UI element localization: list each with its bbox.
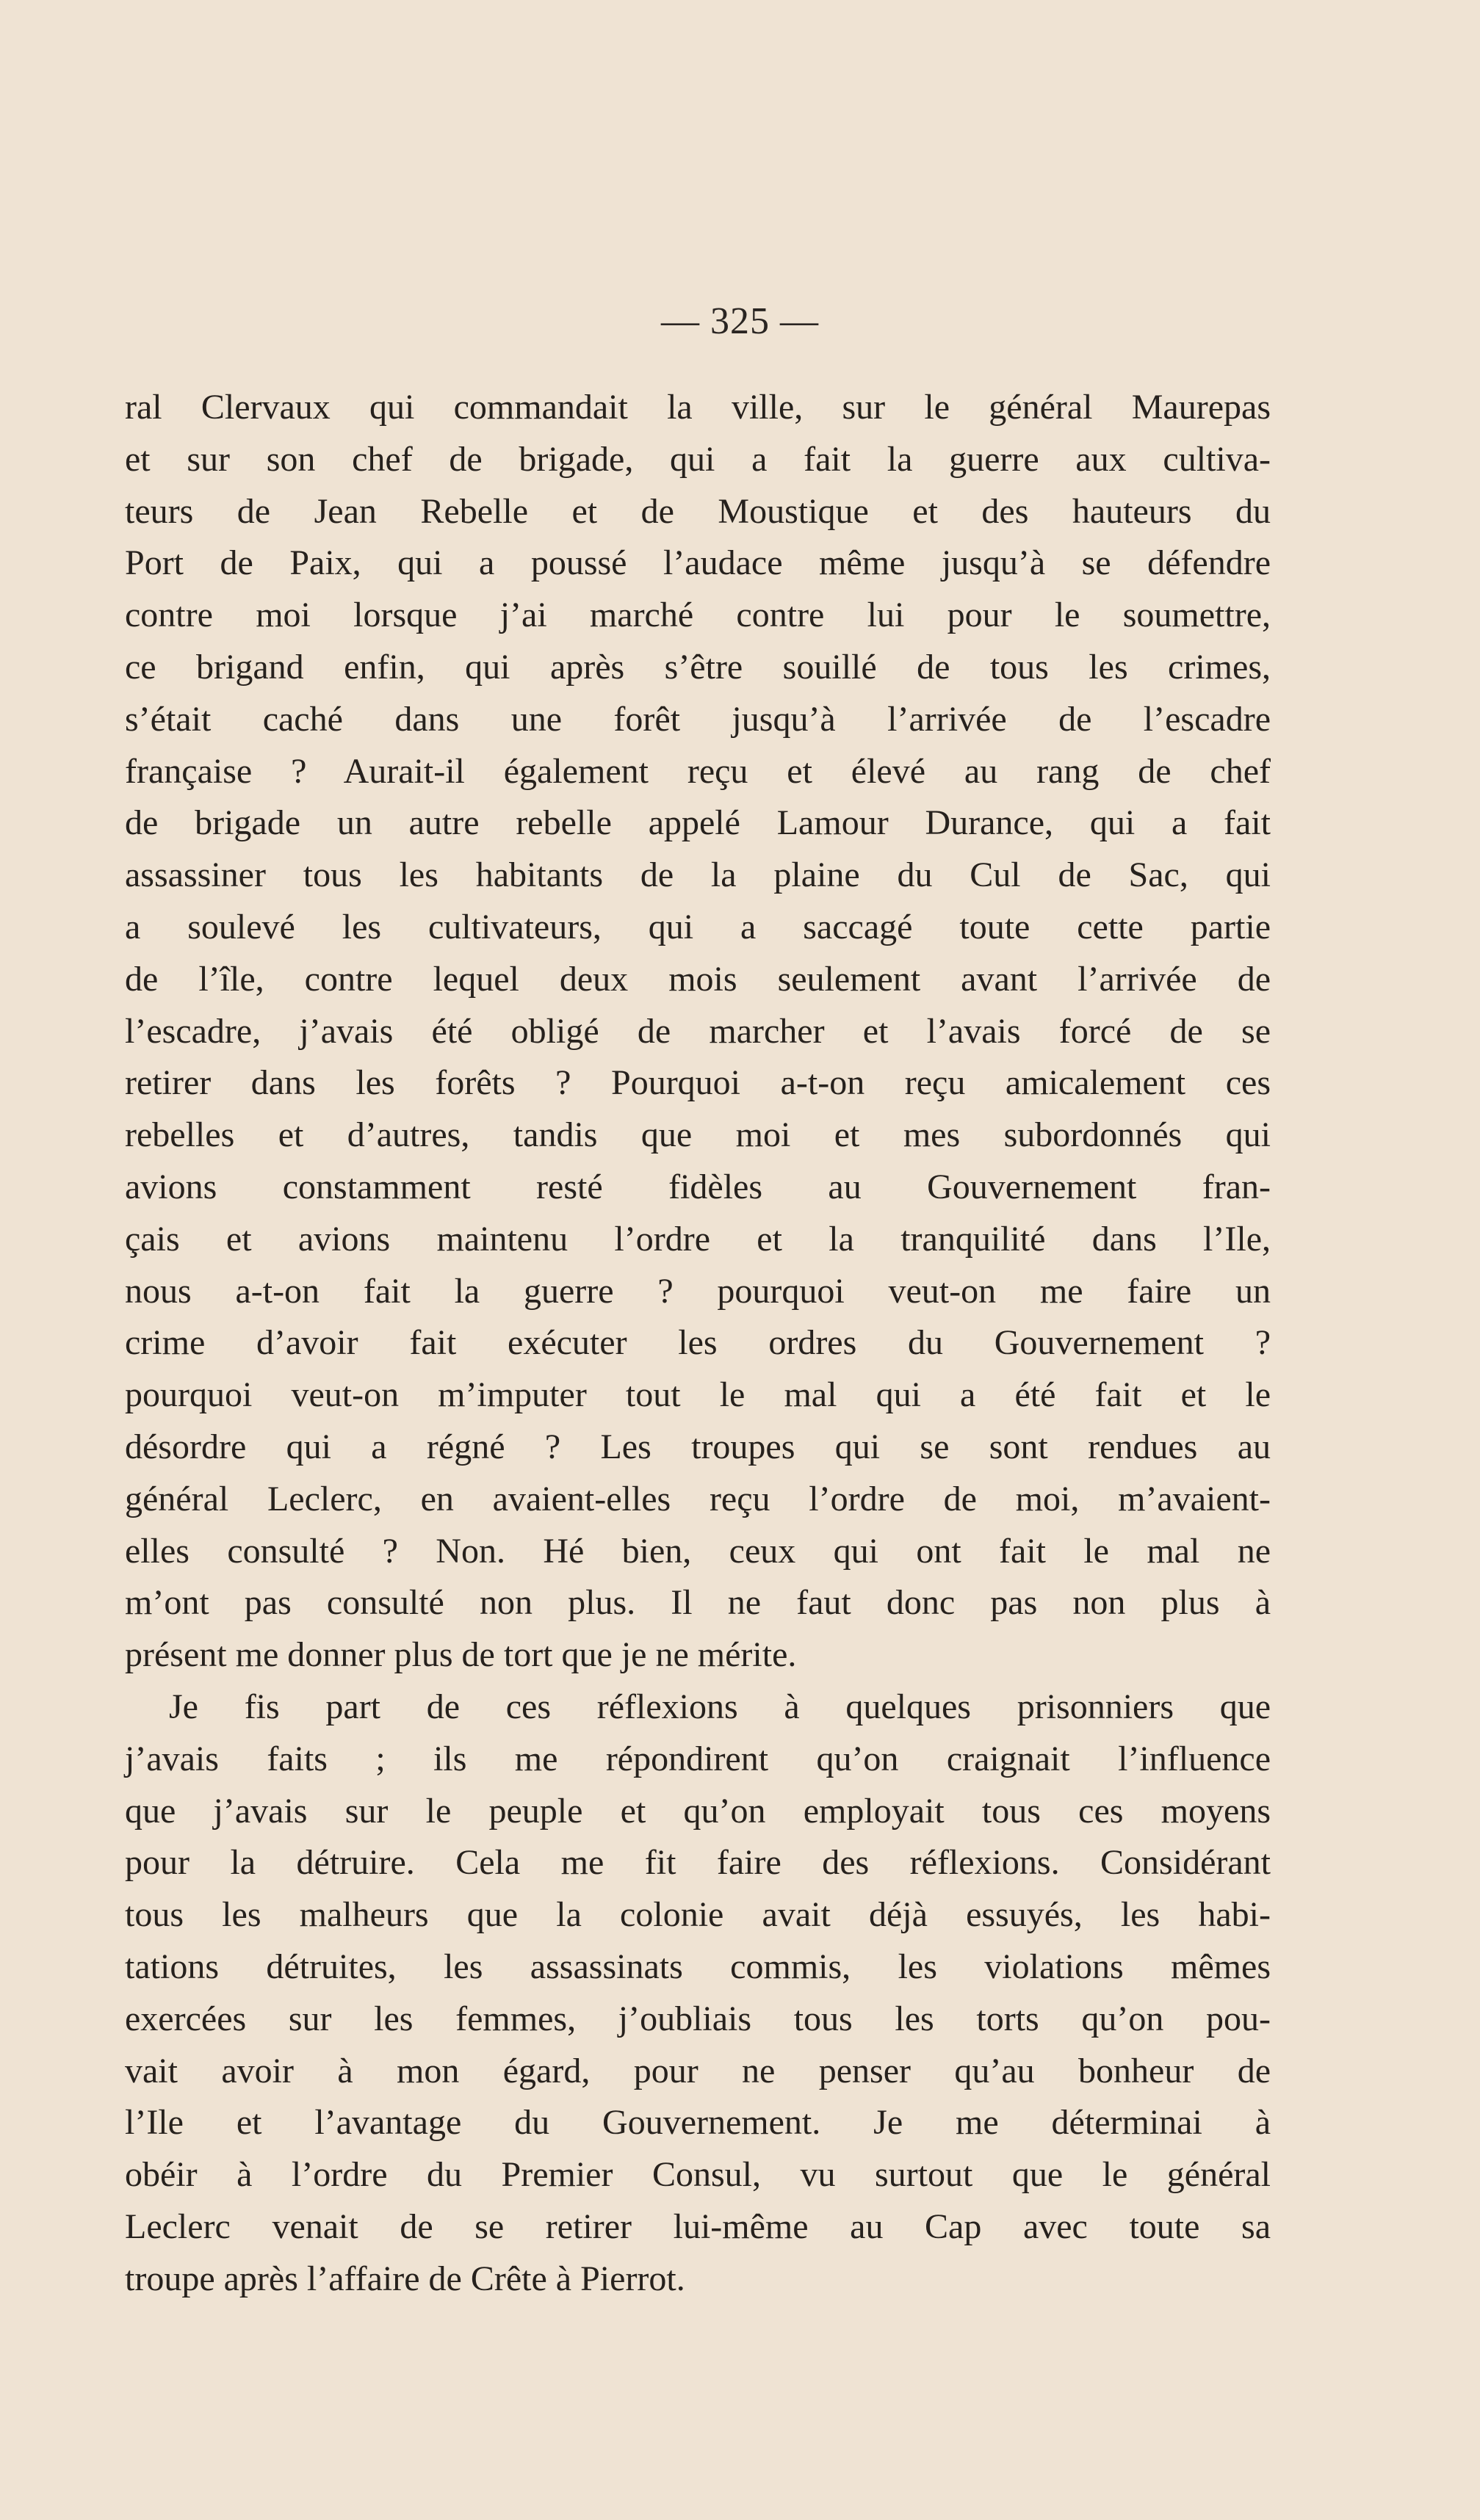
text-line: retirer dans les forêts ? Pourquoi a-t-on reçu amicalement ces [125, 1063, 1271, 1103]
text-line: tous les malheurs que la colonie avait déjà essuyés, les habi- [125, 1895, 1271, 1935]
text-line: obéir à l’ordre du Premier Consul, vu surtout que le général [125, 2155, 1271, 2195]
text-line: rebelles et d’autres, tandis que moi et mes subordonnés qui [125, 1115, 1271, 1155]
text-line: Leclerc venait de se retirer lui-même au Cap avec toute sa [125, 2206, 1271, 2246]
paragraph-end-line: troupe après l’affaire de Crête à Pierrot. [125, 2259, 685, 2298]
text-line: m’ont pas consulté non plus. Il ne faut donc pas non plus à [125, 1583, 1271, 1623]
text-line: pour la détruire. Cela me fit faire des réflexions. Considérant [125, 1843, 1271, 1883]
page-number: — 325 — [661, 300, 819, 342]
body-text [125, 382, 1271, 2305]
text-line: crime d’avoir fait exécuter les ordres du Gouvernement ? [125, 1323, 1271, 1363]
text-line: j’avais faits ; ils me répondirent qu’on craignait l’influence [125, 1739, 1271, 1778]
text-line: çais et avions maintenu l’ordre et la tranquilité dans l’Ile, [125, 1219, 1271, 1259]
paragraph-end-line: présent me donner plus de tort que je ne mérite. [125, 1635, 797, 1675]
text-line: que j’avais sur le peuple et qu’on employait tous ces moyens [125, 1791, 1271, 1831]
text-line: pourquoi veut-on m’imputer tout le mal qui a été fait et le [125, 1375, 1271, 1415]
text-line: de l’île, contre lequel deux mois seulement avant l’arrivée de [125, 959, 1271, 999]
text-line: tations détruites, les assassinats commis, les violations mêmes [125, 1947, 1271, 1986]
text-line: a soulevé les cultivateurs, qui a saccagé toute cette partie [125, 907, 1271, 946]
text-line: exercées sur les femmes, j’oubliais tous les torts qu’on pou- [125, 1999, 1271, 2038]
text-line: française ? Aurait-il également reçu et élevé au rang de chef [125, 751, 1271, 791]
text-line: l’escadre, j’avais été obligé de marcher et l’avais forcé de se [125, 1011, 1271, 1051]
text-line: s’était caché dans une forêt jusqu’à l’arrivée de l’escadre [125, 699, 1271, 739]
text-line: et sur son chef de brigade, qui a fait la guerre aux cultiva- [125, 439, 1271, 479]
text-line: Port de Paix, qui a poussé l’audace même jusqu’à se défendre [125, 543, 1271, 583]
text-line: contre moi lorsque j’ai marché contre lui pour le soumettre, [125, 595, 1271, 635]
text-line: vait avoir à mon égard, pour ne penser qu’au bonheur de [125, 2051, 1271, 2090]
text-line: ce brigand enfin, qui après s’être souillé de tous les crimes, [125, 647, 1271, 687]
text-line: assassiner tous les habitants de la plaine du Cul de Sac, qui [125, 855, 1271, 895]
text-line: elles consulté ? Non. Hé bien, ceux qui ont fait le mal ne [125, 1531, 1271, 1571]
text-line: l’Ile et l’avantage du Gouvernement. Je me déterminai à [125, 2103, 1271, 2143]
text-line: teurs de Jean Rebelle et de Moustique et des hauteurs du [125, 491, 1271, 531]
text-line: général Leclerc, en avaient-elles reçu l’ordre de moi, m’avaient- [125, 1479, 1271, 1518]
text-line: ral Clervaux qui commandait la ville, sur le général Maurepas [125, 388, 1271, 427]
text-line: désordre qui a régné ? Les troupes qui se sont rendues au [125, 1427, 1271, 1466]
text-line: de brigade un autre rebelle appelé Lamour Durance, qui a fait [125, 803, 1271, 843]
paragraph-start-line: Je fis part de ces réflexions à quelques prisonniers que [169, 1687, 1271, 1726]
text-line: avions constamment resté fidèles au Gouvernement fran- [125, 1167, 1271, 1206]
text-line: nous a-t-on fait la guerre ? pourquoi veut-on me faire un [125, 1271, 1271, 1311]
